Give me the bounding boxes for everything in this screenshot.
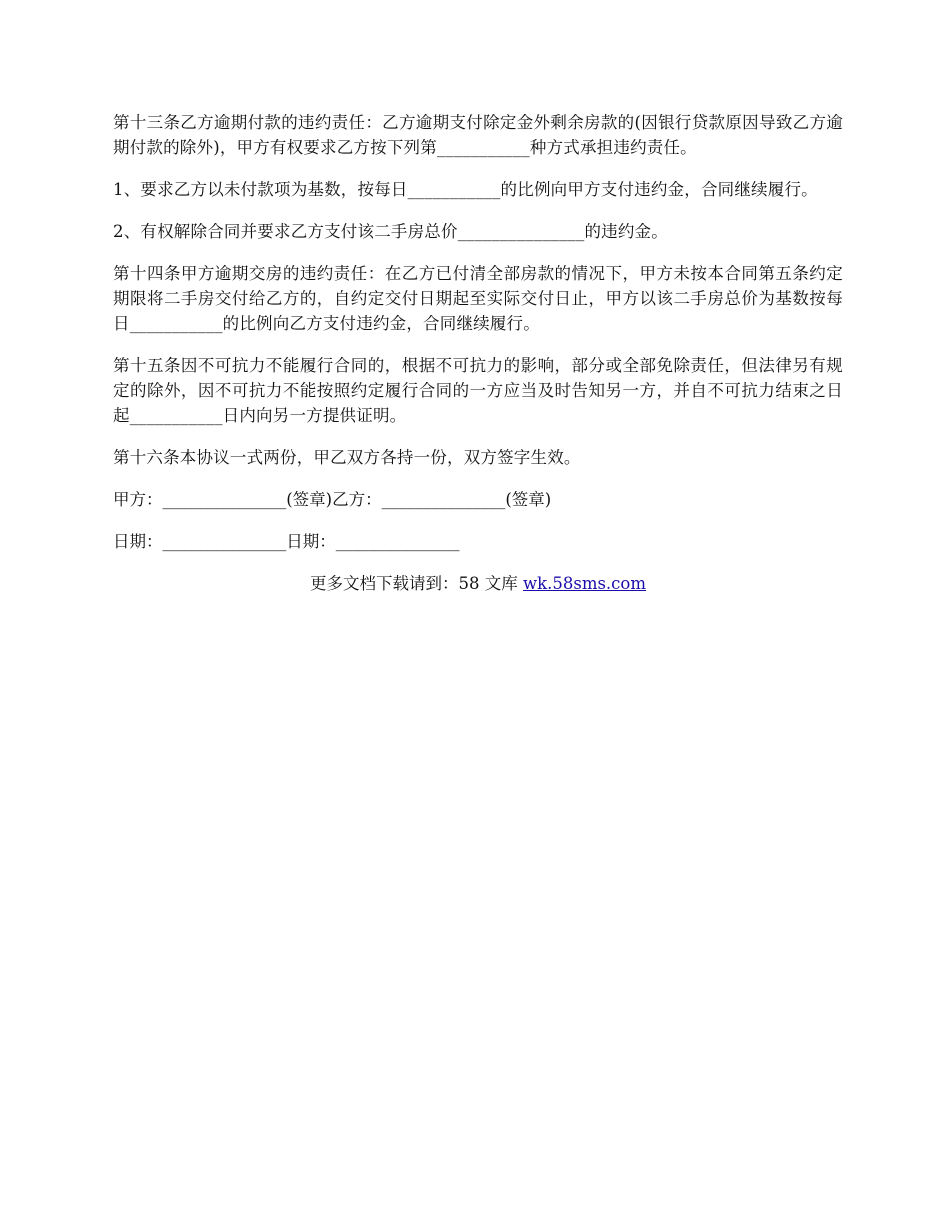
footer-note — [113, 571, 843, 596]
clause-13: 第十三条乙方逾期付款的违约责任：乙方逾期支付除定金外剩余房款的(因银行贷款原因导致乙方逾期付款的除外)，甲方有权要求乙方按下列第___________种方式承担违约责任。 — [113, 113, 843, 157]
clause-13-option-2: 2、有权解除合同并要求乙方支付该二手房总价_______________的违约金。 — [113, 222, 668, 241]
document-page — [113, 110, 843, 596]
clause-16: 第十六条本协议一式两份，甲乙双方各持一份，双方签字生效。 — [113, 448, 581, 467]
clause-14: 第十四条甲方逾期交房的违约责任：在乙方已付清全部房款的情况下，甲方未按本合同第五条约定期限将二手房交付给乙方的，自约定交付日期起至实际交付日止，甲方以该二手房总价为基数按每日___________的比例向乙方支付违约金，合同继续履行。 — [113, 264, 843, 333]
clause-13-option-1: 1、要求乙方以未付款项为基数，按每日___________的比例向甲方支付违约金，合同继续履行。 — [113, 180, 818, 199]
footer-link[interactable]: wk.58sms.com — [522, 574, 646, 593]
date-line: 日期：_______________日期：_______________ — [113, 532, 460, 551]
signature-line: 甲方：_______________(签章)乙方：_______________(签章) — [113, 490, 552, 509]
clause-15: 第十五条因不可抗力不能履行合同的，根据不可抗力的影响，部分或全部免除责任，但法律另有规定的除外，因不可抗力不能按照约定履行合同的一方应当及时告知另一方，并自不可抗力结束之日起___________日内向另一方提供证明。 — [113, 356, 843, 425]
footer-prefix: 更多文档下载请到：58 文库 — [309, 574, 523, 593]
